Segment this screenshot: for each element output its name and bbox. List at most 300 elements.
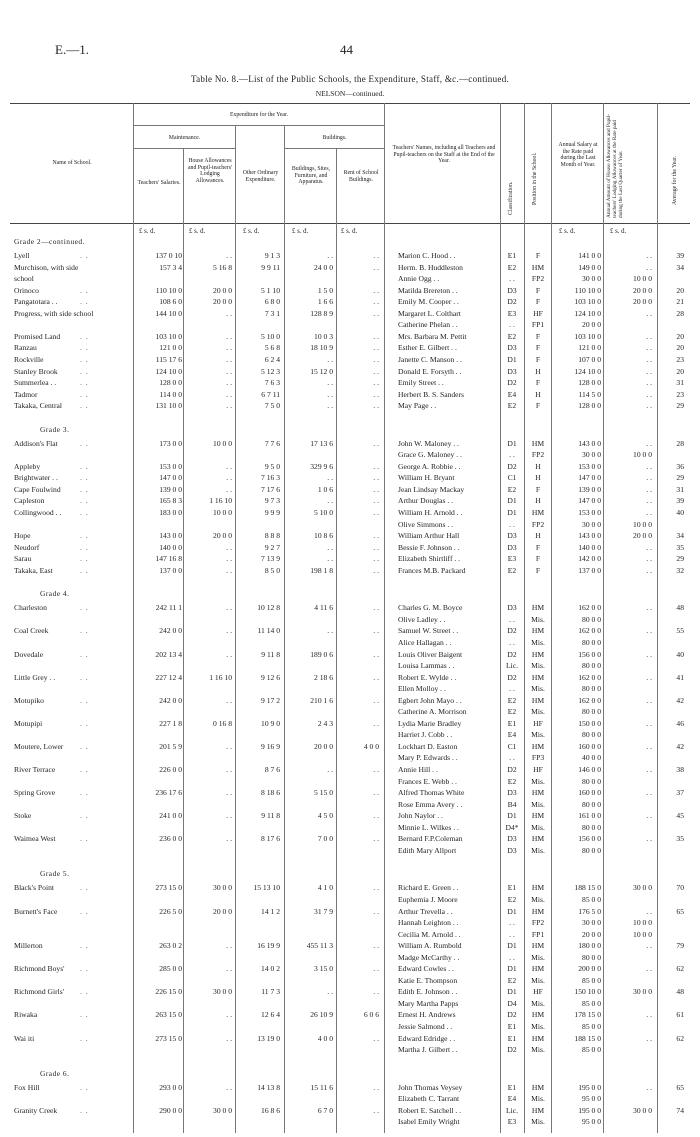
classification-cell: D2	[507, 672, 517, 682]
table-row	[0, 882, 700, 893]
teacher-name: Emily Street . .	[398, 378, 444, 388]
attendance-cell: 62	[676, 1033, 684, 1043]
attendance-cell: 36	[676, 461, 684, 471]
rent-cell: . .	[373, 603, 379, 613]
salary-cell: 188 15 0	[574, 883, 601, 893]
other-expenditure-cell: 9 2 7	[264, 542, 280, 552]
position-cell: HF	[533, 718, 543, 728]
teacher-name: Edith Mary Allport	[398, 845, 457, 855]
classification-cell: D4*	[505, 822, 519, 832]
attendance-cell: 62	[676, 964, 684, 974]
rent-cell: . .	[373, 964, 379, 974]
buildings-cell: . .	[327, 554, 333, 564]
house-allowance-cell: . .	[226, 964, 232, 974]
school-name: Addison's Flat	[14, 438, 58, 448]
rent-cell: . .	[373, 649, 379, 659]
house-lodging-cell: . .	[646, 834, 652, 844]
leader-dots: . .	[80, 389, 89, 399]
position-cell: HF	[533, 765, 543, 774]
teachers-salaries-cell: 173 0 0	[159, 438, 182, 448]
teacher-name: Jean Lindsay Mackay	[398, 484, 465, 494]
table-row	[0, 262, 700, 273]
classification-cell: D2	[507, 297, 517, 307]
leader-dots: . .	[80, 906, 89, 916]
house-lodging-cell: . .	[646, 262, 652, 272]
salary-cell: 80 0 0	[582, 614, 601, 624]
position-cell: FP3	[531, 753, 545, 763]
teacher-name: George A. Robbie . .	[398, 461, 461, 471]
other-expenditure-cell: 14 1 2	[261, 906, 280, 916]
house-lodging-cell: . .	[646, 251, 652, 260]
classification-cell: D1	[507, 987, 517, 997]
rent-cell: . .	[373, 378, 379, 388]
teacher-name: Emily M. Cooper . .	[398, 297, 459, 307]
teachers-salaries-cell: 140 0 0	[159, 542, 182, 552]
grade-heading-row	[0, 236, 700, 247]
attendance-cell: 23	[676, 354, 684, 364]
position-cell: F	[535, 542, 541, 552]
school-name: Sarau	[14, 554, 32, 564]
salary-cell: 139 0 0	[578, 484, 601, 494]
classification-cell: E1	[507, 718, 517, 728]
buildings-cell: 17 13 6	[310, 438, 333, 448]
salary-cell: 107 0 0	[578, 354, 601, 364]
teachers-salaries-cell: 139 0 0	[159, 484, 182, 494]
other-expenditure-cell: 7 5 0	[264, 401, 280, 411]
rent-cell: . .	[373, 354, 379, 364]
attendance-cell: 65	[676, 1082, 684, 1092]
table-row	[0, 952, 700, 963]
teacher-name: John W. Maloney . .	[398, 438, 459, 448]
col-header-buildings: Buildings.	[322, 135, 347, 141]
teacher-name: Alfred Thomas White	[398, 788, 465, 798]
school-name: Dovedale	[14, 649, 44, 659]
table-row	[0, 706, 700, 717]
table-row	[0, 296, 700, 307]
attendance-cell: 70	[676, 883, 684, 893]
attendance-cell: 20	[676, 366, 684, 376]
rent-cell: . .	[373, 343, 379, 353]
salary-cell: 85 0 0	[582, 1045, 601, 1055]
teachers-salaries-cell: 236 17 6	[155, 788, 182, 798]
position-cell: FP1	[531, 320, 545, 330]
attendance-cell: 35	[676, 542, 684, 552]
house-lodging-cell: . .	[646, 366, 652, 376]
teachers-salaries-cell: 183 0 0	[159, 508, 182, 517]
col-header-rent: Rent of School Buildings.	[343, 170, 379, 183]
classification-cell: . .	[509, 918, 515, 928]
house-lodging-cell: . .	[646, 626, 652, 636]
teachers-salaries-cell: 131 10 0	[155, 401, 182, 411]
house-allowance-cell: . .	[226, 354, 232, 364]
position-cell: HM	[531, 508, 545, 517]
salary-cell: 162 0 0	[578, 626, 601, 636]
rent-cell: . .	[373, 531, 379, 541]
classification-cell: D2	[507, 1045, 517, 1055]
leader-dots: . .	[80, 649, 89, 659]
rent-cell: . .	[373, 297, 379, 307]
other-expenditure-cell: 15 13 10	[253, 883, 280, 893]
rent-cell: . .	[373, 834, 379, 844]
position-cell: Mis.	[531, 799, 545, 809]
other-expenditure-cell: 8 8 8	[264, 531, 280, 541]
leader-dots: . .	[80, 473, 89, 483]
position-cell: HM	[531, 834, 545, 844]
house-lodging-cell: . .	[646, 1082, 652, 1092]
buildings-cell: 4 0 0	[317, 1033, 333, 1043]
teachers-salaries-cell: 242 0 0	[159, 695, 182, 705]
house-allowance-cell: 10 0 0	[213, 438, 232, 448]
attendance-cell: 48	[676, 603, 684, 613]
col-header-buildings-sites: Buildings, Sites, Furniture, and Apparatus.	[291, 166, 331, 186]
teacher-name: Frances E. Webb . .	[398, 776, 457, 786]
other-expenditure-cell: 9 7 3	[264, 496, 280, 506]
classification-cell: D1	[507, 811, 517, 821]
teachers-salaries-cell: 137 0 10	[155, 251, 182, 260]
grade-heading-row	[0, 1068, 700, 1079]
teacher-name: Frances M.B. Packard	[398, 565, 466, 575]
rent-cell: . .	[373, 811, 379, 821]
buildings-cell: 20 0 0	[314, 741, 333, 751]
classification-cell: D2	[507, 626, 517, 636]
table-row	[0, 917, 700, 928]
other-expenditure-cell: 5 1 10	[261, 285, 280, 295]
classification-cell: D1	[507, 964, 517, 974]
rent-cell: . .	[373, 308, 379, 318]
leader-dots: . .	[80, 672, 89, 682]
house-lodging-cell: . .	[646, 308, 652, 318]
classification-cell: E1	[507, 1082, 517, 1092]
position-cell: HM	[531, 262, 545, 272]
house-lodging-cell: 10 0 0	[633, 450, 652, 460]
attendance-cell: 28	[676, 308, 684, 318]
buildings-cell: 31 7 9	[314, 906, 333, 916]
other-expenditure-cell: 11 14 0	[257, 626, 280, 636]
classification-cell: D2	[507, 649, 517, 659]
col-header-expenditure: Expenditure for the Year.	[229, 112, 289, 118]
position-cell: HM	[531, 1010, 545, 1020]
teacher-name: Elizabeth C. Tarrant	[398, 1094, 460, 1104]
teacher-name: Mary Martha Papps	[398, 998, 459, 1008]
leader-dots: . .	[80, 741, 89, 751]
teacher-name: May Page . .	[398, 401, 437, 411]
house-lodging-cell: . .	[646, 473, 652, 483]
leader-dots: . .	[80, 964, 89, 974]
position-cell: H	[535, 461, 541, 471]
school-name: Spring Grove	[14, 788, 56, 798]
position-cell: F	[535, 331, 541, 341]
other-expenditure-cell: 9 11 8	[261, 811, 280, 821]
attendance-cell: 31	[676, 378, 684, 388]
school-name: Pangatotara . .	[14, 297, 58, 307]
house-lodging-cell: . .	[646, 484, 652, 494]
school-name: Capleston	[14, 496, 45, 506]
table-row	[0, 400, 700, 411]
position-cell: Mis.	[531, 730, 545, 740]
salary-cell: 160 0 0	[578, 788, 601, 798]
position-cell: F	[535, 554, 541, 564]
teacher-name: Bessie F. Johnson . .	[398, 542, 460, 552]
classification-cell: E2	[507, 695, 517, 705]
attendance-cell: 40	[676, 649, 684, 659]
school-name: school	[14, 274, 34, 284]
school-name: Wai iti	[14, 1033, 35, 1043]
position-cell: Mis.	[531, 776, 545, 786]
salary-cell: 80 0 0	[582, 661, 601, 671]
classification-cell: D4	[507, 998, 517, 1008]
other-expenditure-cell: 8 7 6	[264, 765, 280, 774]
house-allowance-cell: . .	[226, 649, 232, 659]
attendance-cell: 21	[676, 297, 684, 307]
table-row	[0, 1021, 700, 1032]
teacher-name: Charles G. M. Boyce	[398, 603, 463, 613]
teacher-name: William H. Arnold . .	[398, 508, 463, 517]
house-allowance-cell: . .	[226, 308, 232, 318]
salary-cell: 103 10 0	[574, 297, 601, 307]
leader-dots: . .	[80, 401, 89, 411]
buildings-cell: 26 10 9	[310, 1010, 333, 1020]
house-allowance-cell: 1 16 10	[209, 496, 232, 506]
position-cell: Mis.	[531, 894, 545, 904]
house-allowance-cell: . .	[226, 565, 232, 575]
table-row	[0, 833, 700, 844]
school-name: Collingwood . .	[14, 508, 62, 517]
school-name: River Terrace	[14, 765, 56, 774]
table-row	[0, 319, 700, 330]
buildings-cell: . .	[327, 987, 333, 997]
salary-cell: 195 0 0	[578, 1082, 601, 1092]
classification-cell: Lic.	[505, 661, 519, 671]
classification-cell: D2	[507, 1010, 517, 1020]
house-allowance-cell: 20 0 0	[213, 531, 232, 541]
teacher-name: William H. Bryant	[398, 473, 455, 483]
house-lodging-cell: . .	[646, 389, 652, 399]
house-lodging-cell: . .	[646, 354, 652, 364]
position-cell: HM	[531, 695, 545, 705]
attendance-cell: 23	[676, 389, 684, 399]
house-lodging-cell: 30 0 0	[633, 987, 652, 997]
house-lodging-cell: . .	[646, 672, 652, 682]
leader-dots: . .	[80, 1010, 89, 1020]
house-allowance-cell: . .	[226, 1033, 232, 1043]
buildings-cell: 18 10 9	[310, 343, 333, 353]
rent-cell: . .	[373, 285, 379, 295]
teachers-salaries-cell: 153 0 0	[159, 461, 182, 471]
salary-cell: 30 0 0	[582, 918, 601, 928]
attendance-cell: 39	[676, 251, 684, 260]
leader-dots: . .	[80, 331, 89, 341]
classification-cell: E2	[507, 975, 517, 985]
other-expenditure-cell: 6 2 4	[264, 354, 280, 364]
leader-dots: . .	[80, 565, 89, 575]
other-expenditure-cell: 7 13 9	[261, 554, 280, 564]
house-allowance-cell: . .	[226, 378, 232, 388]
rent-cell: . .	[373, 461, 379, 471]
teacher-name: John Thomas Veysey	[398, 1082, 463, 1092]
salary-cell: 30 0 0	[582, 274, 601, 284]
position-cell: F	[535, 565, 541, 575]
school-name: Waimea West	[14, 834, 56, 844]
salary-cell: 153 0 0	[578, 508, 601, 517]
col-header-teachers-names: Teachers' Names, including all Teachers and Pupil-teachers on the Staff at the End of the Year.	[392, 145, 496, 165]
teacher-name: Robert E. Wylde . .	[398, 672, 457, 682]
teacher-name: Mrs. Barbara M. Pettit	[398, 331, 467, 341]
attendance-cell: 32	[676, 565, 684, 575]
rent-cell: . .	[373, 542, 379, 552]
attendance-cell: 35	[676, 834, 684, 844]
house-lodging-cell: . .	[646, 401, 652, 411]
position-cell: FP2	[531, 274, 545, 284]
house-allowance-cell: . .	[226, 603, 232, 613]
teacher-name: Grace G. Maloney . .	[398, 450, 462, 460]
classification-cell: E2	[507, 894, 517, 904]
teacher-name: Catherine A. Morrison	[398, 707, 467, 717]
buildings-cell: . .	[327, 496, 333, 506]
table-row	[0, 1105, 700, 1116]
classification-cell: D2	[507, 378, 517, 388]
teacher-name: Lydia Marie Bradley	[398, 718, 462, 728]
other-expenditure-cell: 9 17 2	[261, 695, 280, 705]
classification-cell: . .	[509, 274, 515, 284]
other-expenditure-cell: 9 16 9	[261, 741, 280, 751]
rent-cell: . .	[373, 1033, 379, 1043]
position-cell: Mis.	[531, 952, 545, 962]
rent-cell: . .	[373, 484, 379, 494]
currency-unit: £ s. d.	[189, 228, 206, 235]
house-allowance-cell: . .	[226, 788, 232, 798]
school-name: Motupiko	[14, 695, 44, 705]
currency-unit: £ s. d.	[139, 228, 156, 235]
col-header-salary: Annual Salary at the Rate paid during the Last Month of Year.	[558, 142, 598, 168]
position-cell: F	[535, 343, 541, 353]
other-expenditure-cell: 8 17 6	[261, 834, 280, 844]
grade-heading: Grade 6.	[40, 1068, 70, 1078]
buildings-cell: 15 11 6	[310, 1082, 333, 1092]
attendance-cell: 31	[676, 484, 684, 494]
position-cell: F	[535, 354, 541, 364]
grade-heading: Grade 4.	[40, 589, 70, 599]
table-row	[0, 614, 700, 625]
rent-cell: . .	[373, 906, 379, 916]
table-row	[0, 449, 700, 460]
buildings-cell: . .	[327, 626, 333, 636]
teachers-salaries-cell: 241 0 0	[159, 811, 182, 821]
house-allowance-cell: . .	[226, 1082, 232, 1092]
classification-cell: D3	[507, 531, 517, 541]
position-cell: HM	[531, 626, 545, 636]
salary-cell: 80 0 0	[582, 637, 601, 647]
salary-cell: 188 15 0	[574, 1033, 601, 1043]
house-allowance-cell: . .	[226, 811, 232, 821]
school-name: Takaka, East	[14, 565, 53, 575]
school-name: Summerlea . .	[14, 378, 57, 388]
house-lodging-cell: 20 0 0	[633, 531, 652, 541]
position-cell: Mis.	[531, 975, 545, 985]
teacher-name: Janette C. Manson . .	[398, 354, 462, 364]
teacher-name: Harriet J. Cobb . .	[398, 730, 453, 740]
house-allowance-cell: 30 0 0	[213, 1105, 232, 1115]
buildings-cell: . .	[327, 354, 333, 364]
school-name: Little Grey . .	[14, 672, 56, 682]
salary-cell: 147 0 0	[578, 473, 601, 483]
attendance-cell: 38	[676, 765, 684, 774]
buildings-cell: 1 6 6	[317, 297, 333, 307]
classification-cell: D1	[507, 354, 517, 364]
teacher-name: Margaret L. Colthart	[398, 308, 461, 318]
teacher-name: Richard E. Green . .	[398, 883, 459, 893]
buildings-cell: 2 4 3	[317, 718, 333, 728]
salary-cell: 20 0 0	[582, 320, 601, 330]
other-expenditure-cell: 7 6 3	[264, 378, 280, 388]
teachers-salaries-cell: 226 0 0	[159, 765, 182, 774]
house-allowance-cell: 20 0 0	[213, 285, 232, 295]
rent-cell: . .	[373, 401, 379, 411]
rent-cell: . .	[373, 389, 379, 399]
house-lodging-cell: 20 0 0	[633, 285, 652, 295]
rent-cell: . .	[373, 672, 379, 682]
house-allowance-cell: 30 0 0	[213, 883, 232, 893]
salary-cell: 200 0 0	[578, 964, 601, 974]
house-lodging-cell: . .	[646, 941, 652, 951]
classification-cell: . .	[509, 929, 515, 939]
table-row	[0, 1093, 700, 1104]
salary-cell: 30 0 0	[582, 519, 601, 529]
classification-cell: Lic.	[505, 1105, 519, 1115]
table-row	[0, 273, 700, 284]
attendance-cell: 74	[676, 1105, 684, 1115]
position-cell: Mis.	[531, 845, 545, 855]
other-expenditure-cell: 14 0 2	[261, 964, 280, 974]
position-cell: HM	[531, 906, 545, 916]
school-name: Millerton	[14, 941, 43, 951]
teachers-salaries-cell: 201 5 9	[159, 741, 182, 751]
school-name: Riwaka	[14, 1010, 38, 1020]
rent-cell: . .	[373, 496, 379, 506]
rent-cell: . .	[373, 626, 379, 636]
table-row	[0, 472, 700, 483]
other-expenditure-cell: 6 7 11	[261, 389, 280, 399]
teachers-salaries-cell: 128 0 0	[159, 378, 182, 388]
currency-unit: £ s. d.	[341, 228, 358, 235]
classification-cell: E4	[507, 1094, 517, 1104]
salary-cell: 195 0 0	[578, 1105, 601, 1115]
attendance-cell: 20	[676, 285, 684, 295]
classification-cell: D1	[507, 906, 517, 916]
subheader-rule	[285, 148, 384, 149]
other-expenditure-cell: 16 8 6	[261, 1105, 280, 1115]
col-header-teachers-salaries: Teachers' Salaries.	[137, 180, 181, 186]
subheader-rule	[134, 148, 235, 149]
classification-cell: E3	[507, 1117, 517, 1127]
teacher-name: Lockhart D. Easton	[398, 741, 458, 751]
table-row	[0, 752, 700, 763]
other-expenditure-cell: 13 19 0	[257, 1033, 280, 1043]
table-row	[0, 764, 700, 775]
school-name: Tadmor	[14, 389, 38, 399]
position-cell: Mis.	[531, 1045, 545, 1055]
house-lodging-cell: 10 0 0	[633, 918, 652, 928]
teacher-name: Matilda Brereton . .	[398, 285, 458, 295]
page-header	[0, 42, 700, 62]
table-row	[0, 250, 700, 261]
table-row	[0, 519, 700, 530]
salary-cell: 80 0 0	[582, 845, 601, 855]
position-cell: F	[535, 285, 541, 295]
leader-dots: . .	[80, 718, 89, 728]
table-row	[0, 1009, 700, 1020]
teachers-salaries-cell: 108 6 0	[159, 297, 182, 307]
table-row	[0, 553, 700, 564]
